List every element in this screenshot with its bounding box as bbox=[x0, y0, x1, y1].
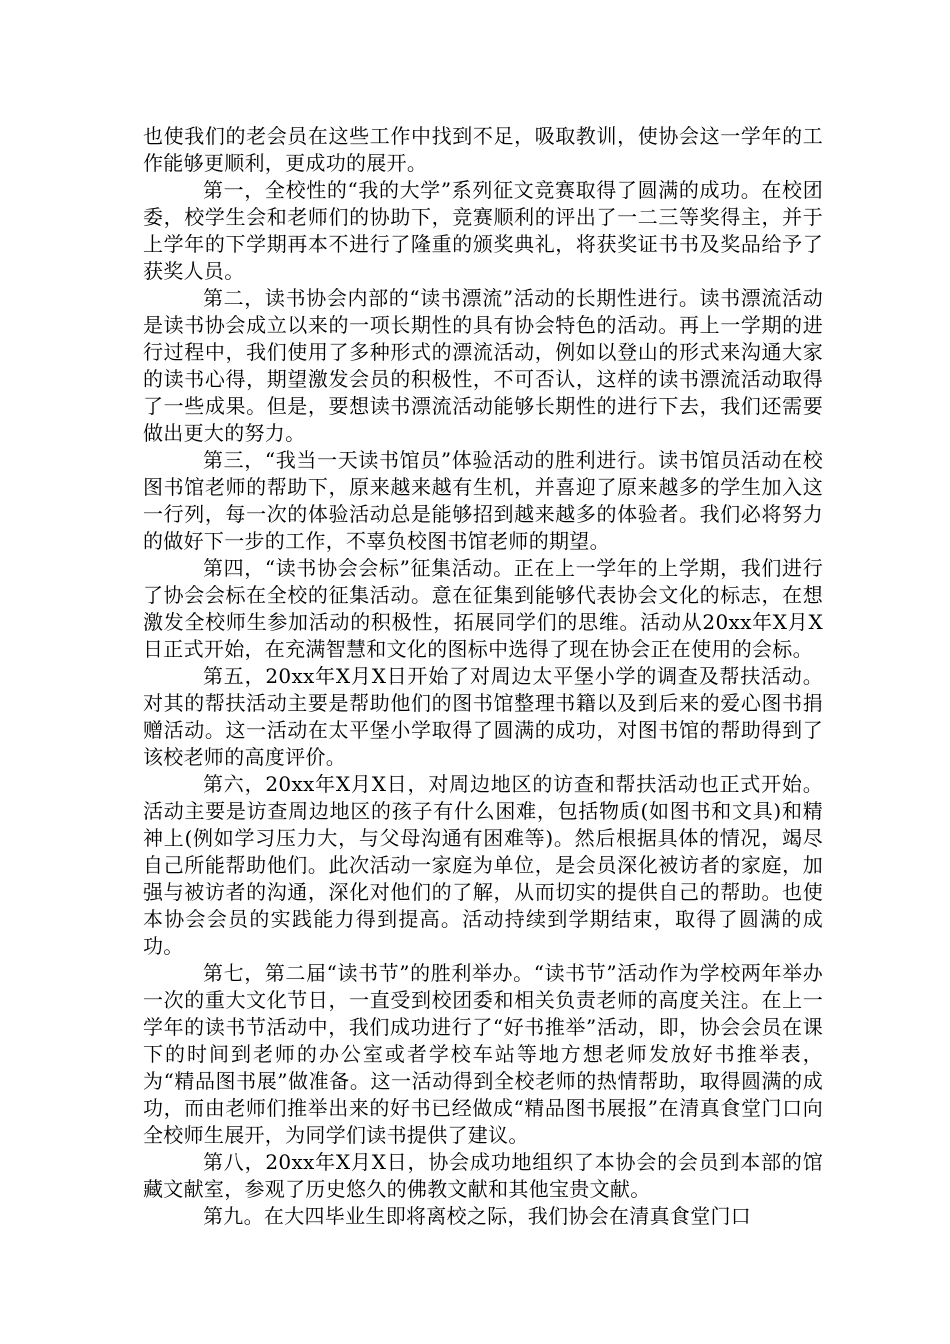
paragraph-third: 第三，“我当一天读书馆员”体验活动的胜利进行。读书馆员活动在校图书馆老师的帮助下，原来越来越有生机，并喜迎了原来越多的学生加入这一行列，每一次的体验活动总是能够招到越来越多的体验者。我们必将努力的做好下一步的工作，不辜负校图书馆老师的期望。 bbox=[143, 448, 823, 553]
document-body bbox=[143, 123, 823, 1230]
paragraph-fourth: 第四，“读书协会会标”征集活动。正在上一学年的上学期，我们进行了协会会标在全校的征集活动。意在征集到能够代表协会文化的标志，在想激发全校师生参加活动的积极性，拓展同学们的思维。活动从20xx年X月X日正式开始，在充满智慧和文化的图标中选得了现在协会正在使用的会标。 bbox=[143, 556, 823, 661]
paragraph-ninth: 第九。在大四毕业生即将离校之际，我们协会在清真食堂门口 bbox=[203, 1204, 752, 1228]
paragraph-sixth: 第六，20xx年X月X日，对周边地区的访查和帮扶活动也正式开始。活动主要是访查周边地区的孩子有什么困难，包括物质(如图书和文具)和精神上(例如学习压力大，与父母沟通有困难等)。然后根据具体的情况，竭尽自己所能帮助他们。此次活动一家庭为单位，是会员深化被访者的家庭，加强与被访者的沟通，深化对他们的了解，从而切实的提供自己的帮助。也使本协会会员的实践能力得到提高。活动持续到学期结束，取得了圆满的成功。 bbox=[143, 772, 823, 958]
paragraph-first: 第一，全校性的“我的大学”系列征文竞赛取得了圆满的成功。在校团委，校学生会和老师们的协助下，竞赛顺利的评出了一二三等奖得主，并于上学年的下学期再本不进行了隆重的颁奖典礼，将获奖证书书及奖品给予了获奖人员。 bbox=[143, 178, 823, 283]
paragraph-fifth: 第五，20xx年X月X日开始了对周边太平堡小学的调查及帮扶活动。对其的帮扶活动主要是帮助他们的图书馆整理书籍以及到后来的爱心图书捐赠活动。这一活动在太平堡小学取得了圆满的成功，对图书馆的帮助得到了该校老师的高度评价。 bbox=[143, 664, 823, 769]
paragraph-intro: 也使我们的老会员在这些工作中找到不足，吸取教训，使协会这一学年的工作能够更顺利，更成功的展开。 bbox=[143, 124, 823, 175]
paragraph-eighth: 第八，20xx年X月X日，协会成功地组织了本协会的会员到本部的馆藏文献室，参观了历史悠久的佛教文献和其他宝贵文献。 bbox=[143, 1150, 823, 1201]
paragraph-second: 第二，读书协会内部的“读书漂流”活动的长期性进行。读书漂流活动是读书协会成立以来的一项长期性的具有协会特色的活动。再上一学期的进行过程中，我们使用了多种形式的漂流活动，例如以登山的形式来沟通大家的读书心得，期望激发会员的积极性，不可否认，这样的读书漂流活动取得了一些成果。但是，要想读书漂流活动能够长期性的进行下去，我们还需要做出更大的努力。 bbox=[143, 286, 823, 445]
paragraph-seventh: 第七，第二届“读书节”的胜利举办。“读书节”活动作为学校两年举办一次的重大文化节日，一直受到校团委和相关负责老师的高度关注。在上一学年的读书节活动中，我们成功进行了“好书推举”活动，即，协会会员在课下的时间到老师的办公室或者学校车站等地方想老师发放好书推举表，为“精品图书展”做准备。这一活动得到全校老师的热情帮助，取得圆满的成功，而由老师们推举出来的好书已经做成“精品图书展报”在清真食堂门口向全校师生展开，为同学们读书提供了建议。 bbox=[143, 961, 823, 1147]
